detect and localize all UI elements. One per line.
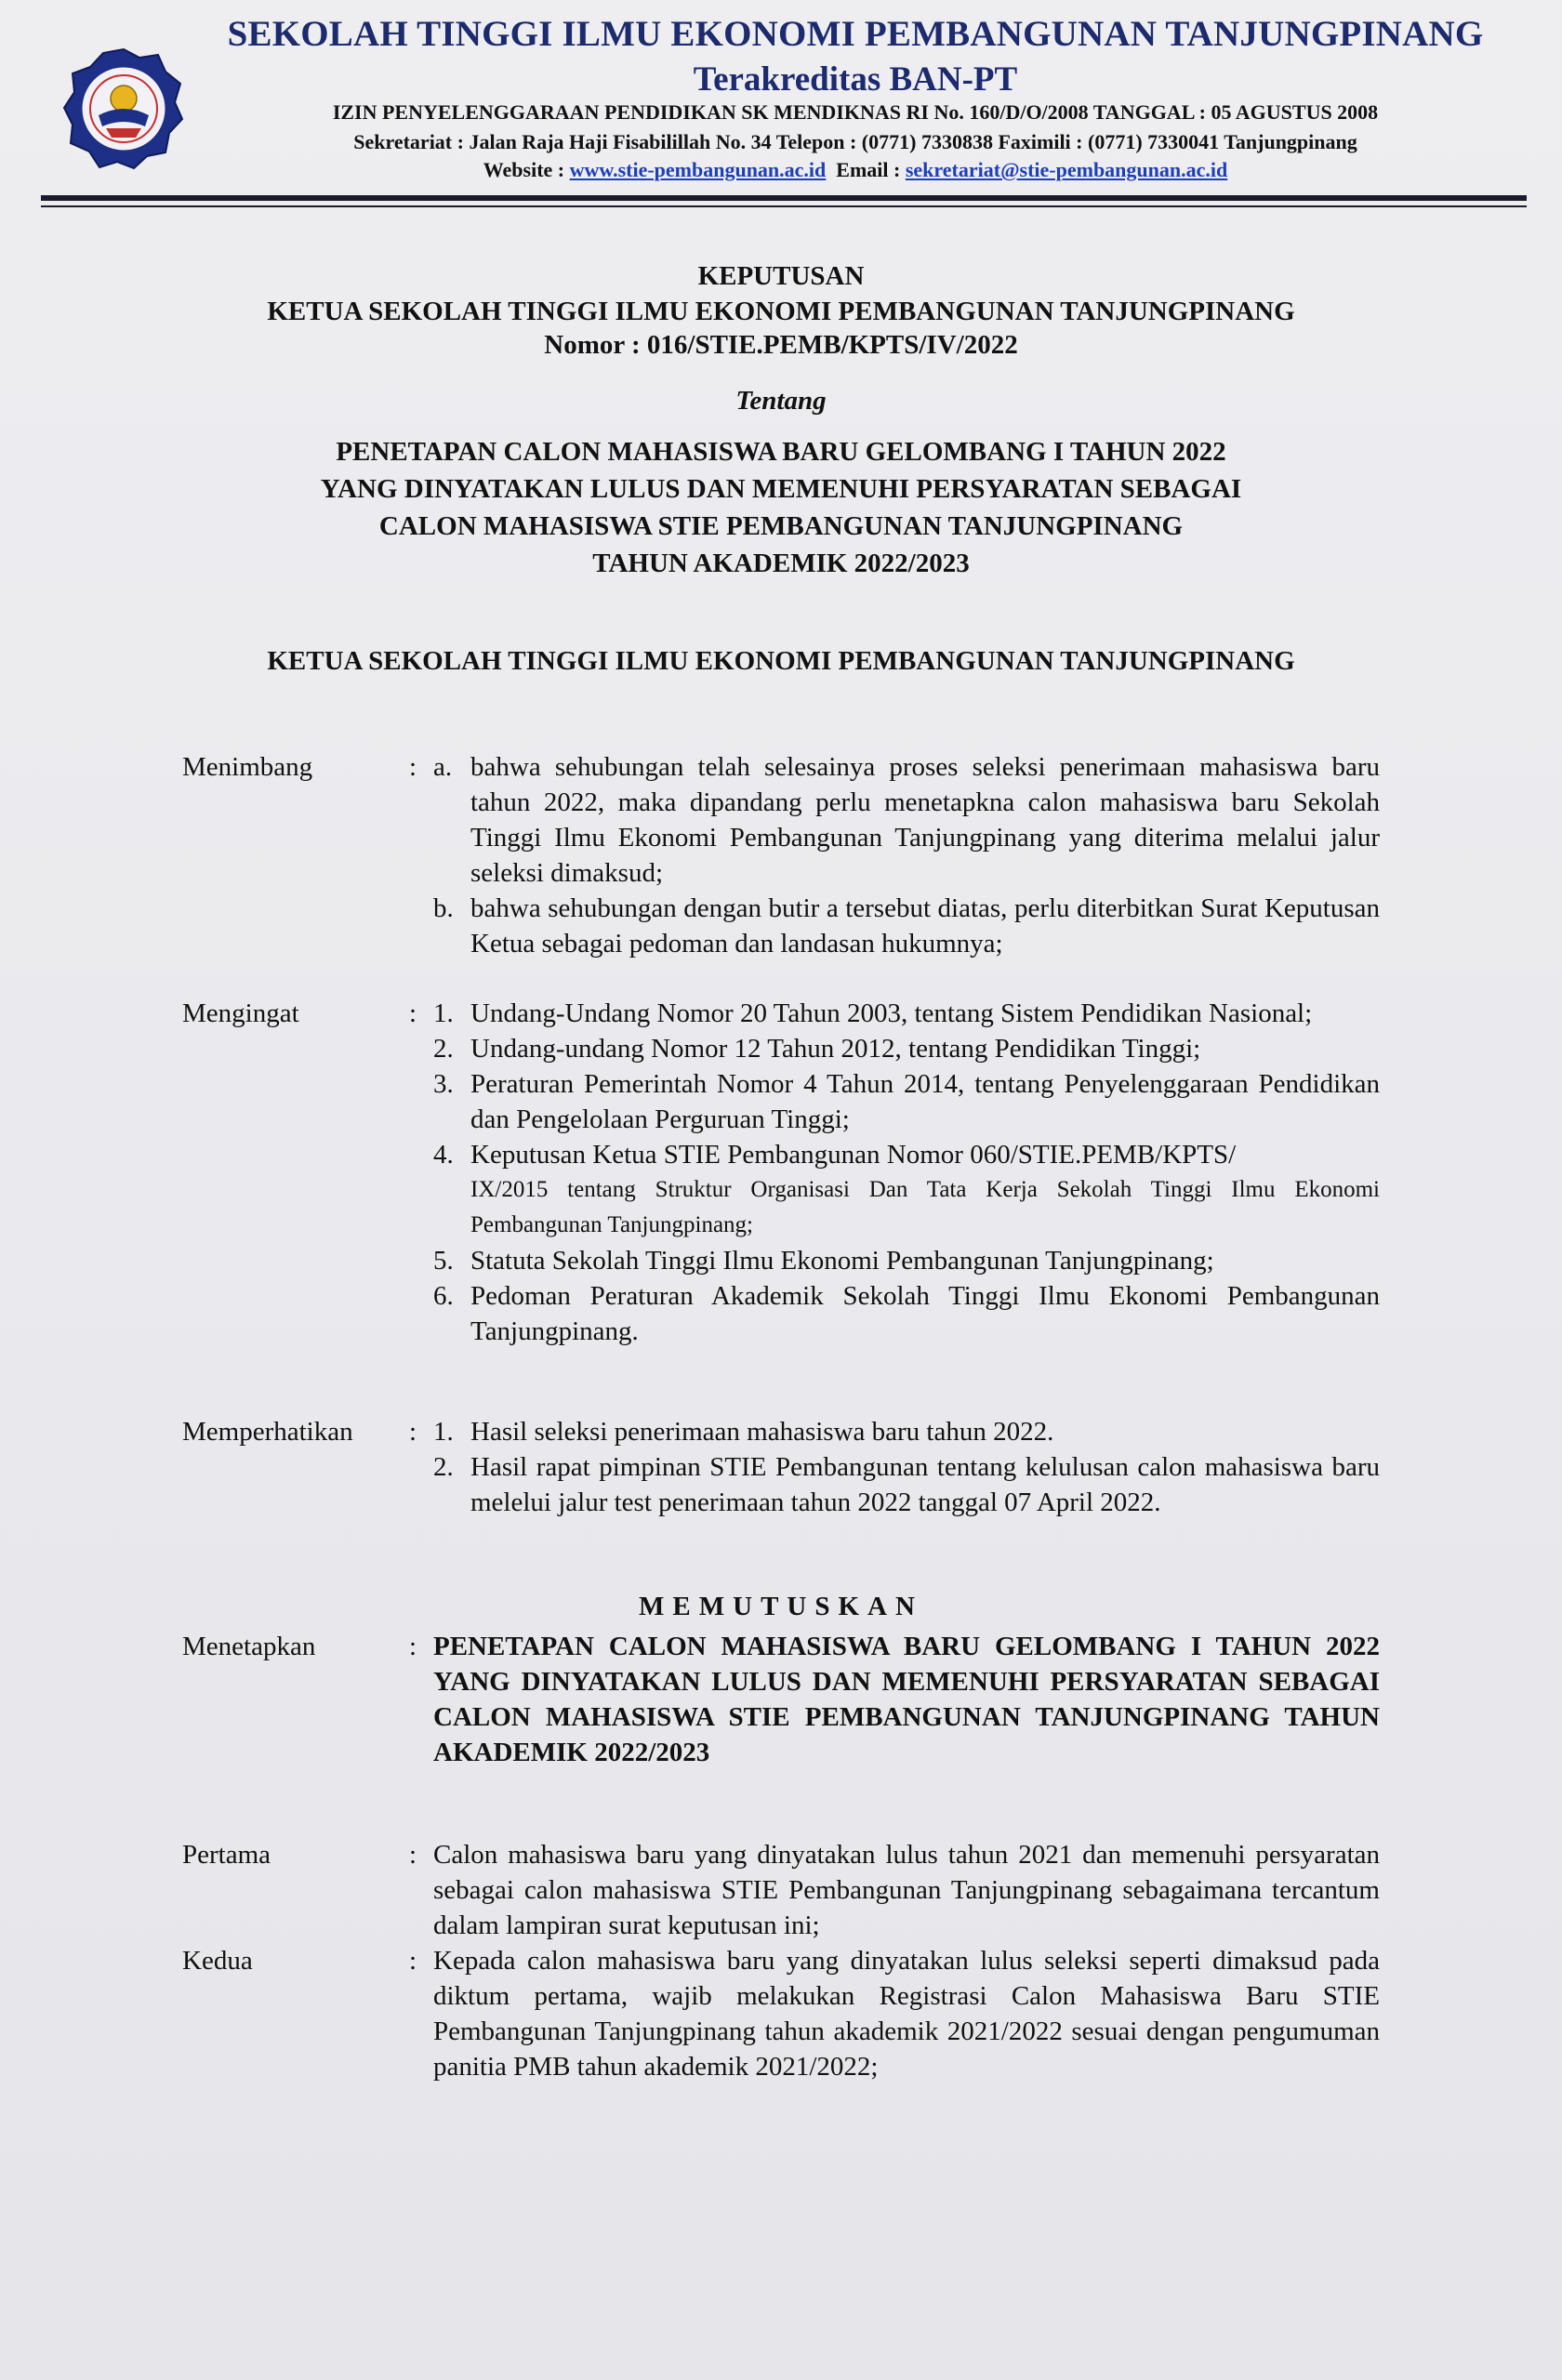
item-list xyxy=(430,1414,1380,1520)
decree-about: Tentang xyxy=(735,386,827,416)
list-item xyxy=(430,1414,1380,1449)
decree-issuer: KETUA SEKOLAH TINGGI ILMU EKONOMI PEMBANGUNAN TANJUNGPINANG xyxy=(267,297,1295,326)
permit-line: IZIN PENYELENGGARAAN PENDIDIKAN SK MENDIKNAS RI No. 160/D/O/2008 TANGGAL : 05 AGUSTUS 2008 xyxy=(332,100,1379,124)
letterhead-divider xyxy=(41,195,1527,201)
website-link[interactable]: www.stie-pembangunan.ac.id xyxy=(569,158,827,181)
section-label: Menetapkan xyxy=(182,1632,316,1661)
website-label: Website : xyxy=(483,158,565,181)
decree-number: Nomor : 016/STIE.PEMB/KPTS/IV/2022 xyxy=(544,330,1018,360)
section-label: Menimbang xyxy=(182,752,313,782)
institution-name: SEKOLAH TINGGI ILMU EKONOMI PEMBANGUNAN TANJUNGPINANG xyxy=(227,14,1484,54)
accreditation: Terakreditas BAN-PT xyxy=(693,60,1018,99)
section-label: Memperhatikan xyxy=(182,1417,353,1447)
list-item xyxy=(430,1449,1380,1520)
item-text: bahwa sehubungan telah selesainya proses seleksi penerimaan mahasiswa baru tahun 2022, maka dipandang perlu menetapkna calon mahasiswa baru Sekolah Tinggi Ilmu Ekonomi Pembangunan Tanjungpinang yang diterima melalui jalur seleksi dimaksud; xyxy=(470,752,1380,888)
item-text: Statuta Sekolah Tinggi Ilmu Ekonomi Pembangunan Tanjungpinang; xyxy=(470,1246,1214,1276)
item-marker: 5. xyxy=(433,1246,454,1276)
item-marker: 6. xyxy=(433,1281,454,1311)
list-item xyxy=(430,1278,1380,1349)
item-marker: 2. xyxy=(433,1034,454,1064)
item-marker: 1. xyxy=(433,1417,454,1447)
item-marker: 2. xyxy=(433,1452,454,1482)
item-text: Pedoman Peraturan Akademik Sekolah Tinggi Ilmu Ekonomi Pembangunan Tanjungpinang. xyxy=(470,1281,1380,1346)
decree-chair: KETUA SEKOLAH TINGGI ILMU EKONOMI PEMBANGUNAN TANJUNGPINANG xyxy=(267,646,1295,676)
memutuskan-heading: MEMUTUSKAN xyxy=(639,1592,923,1621)
email-label: Email : xyxy=(836,158,901,181)
item-list xyxy=(430,996,1380,1349)
section-label: Pertama xyxy=(182,1840,271,1870)
item-text: bahwa sehubungan dengan butir a tersebut diatas, perlu diterbitkan Surat Keputusan Ketua sebagai pedoman dan landasan hukumnya; xyxy=(470,893,1380,959)
list-item xyxy=(430,1066,1380,1137)
section-text: Calon mahasiswa baru yang dinyatakan lulus tahun 2021 dan memenuhi persyaratan sebagai calon mahasiswa STIE Pembangunan Tanjungpinang sebagaimana tercantum dalam lampiran surat keputusan ini; xyxy=(433,1840,1380,1940)
list-item xyxy=(430,1243,1380,1278)
subject-line: CALON MAHASISWA STIE PEMBANGUNAN TANJUNGPINANG xyxy=(378,511,1184,541)
item-marker: 3. xyxy=(433,1069,454,1099)
list-item xyxy=(430,891,1380,961)
list-item xyxy=(430,996,1380,1031)
subject-line: PENETAPAN CALON MAHASISWA BARU GELOMBANG I TAHUN 2022 xyxy=(336,437,1226,467)
item-text: Peraturan Pemerintah Nomor 4 Tahun 2014, tentang Penyelenggaraan Pendidikan dan Pengelolaan Perguruan Tinggi; xyxy=(470,1069,1380,1134)
subject-line: YANG DINYATAKAN LULUS DAN MEMENUHI PERSYARATAN SEBAGAI xyxy=(320,474,1242,504)
list-item xyxy=(430,749,1380,891)
decree-heading: KEPUTUSAN xyxy=(697,261,865,291)
section-label: Kedua xyxy=(182,1946,253,1976)
subject-line: TAHUN AKADEMIK 2022/2023 xyxy=(592,549,970,578)
item-text: Keputusan Ketua STIE Pembangunan Nomor 060/STIE.PEMB/KPTS/ xyxy=(470,1140,1237,1170)
secretariat-line: Sekretariat : Jalan Raja Haji Fisabilillah No. 34 Telepon : (0771) 7330838 Faximili : (0771) 7330041 Tanjungpinang xyxy=(353,130,1357,153)
item-text: Undang-undang Nomor 12 Tahun 2012, tentang Pendidikan Tinggi; xyxy=(470,1034,1201,1064)
section-text: Kepada calon mahasiswa baru yang dinyatakan lulus seleksi seperti dimaksud pada diktum pertama, wajib melakukan Registrasi Calon Mahasiswa Baru STIE Pembangunan Tanjungpinang tahun akademik 2021/2022 sesuai dengan pengumuman panitia PMB tahun akademik 2021/2022; xyxy=(433,1946,1380,2082)
item-marker: b. xyxy=(433,893,454,923)
item-marker: a. xyxy=(433,752,453,782)
institution-logo xyxy=(61,46,186,171)
list-item xyxy=(430,1137,1380,1243)
list-item xyxy=(430,1031,1380,1066)
item-marker: 1. xyxy=(433,998,454,1028)
item-text: Undang-Undang Nomor 20 Tahun 2003, tentang Sistem Pendidikan Nasional; xyxy=(470,998,1313,1028)
decree-subject xyxy=(112,433,1450,582)
item-text-small: IX/2015 tentang Struktur Organisasi Dan Tata Kerja Sekolah Tinggi Ilmu Ekonomi Pembangunan Tanjungpinang; xyxy=(470,1177,1380,1237)
item-text: Hasil rapat pimpinan STIE Pembangunan tentang kelulusan calon mahasiswa baru melelui jalur test penerimaan tahun 2022 tanggal 07 April 2022. xyxy=(470,1452,1380,1517)
item-list xyxy=(430,749,1380,961)
letterhead-divider-thin xyxy=(41,205,1527,207)
section-text: PENETAPAN CALON MAHASISWA BARU GELOMBANG I TAHUN 2022 YANG DINYATAKAN LULUS DAN MEMENUHI PERSYARATAN SEBAGAI CALON MAHASISWA STIE PEMBANGUNAN TANJUNGPINANG TAHUN AKADEMIK 2022/2023 xyxy=(433,1632,1380,1767)
item-marker: 4. xyxy=(433,1140,454,1170)
section-label: Mengingat xyxy=(182,998,299,1028)
item-text: Hasil seleksi penerimaan mahasiswa baru tahun 2022. xyxy=(470,1417,1054,1447)
contact-line xyxy=(186,158,1525,182)
email-link[interactable]: sekretariat@stie-pembangunan.ac.id xyxy=(905,158,1228,181)
document-page: SEKOLAH TINGGI ILMU EKONOMI PEMBANGUNAN TANJUNGPINANG Terakreditas BAN-PT IZIN PENYELENGGARAAN PENDIDIKAN SK MENDIKNAS RI No. 160/D/O/2008 TANGGAL : 05 AGUSTUS 2008 Sekretariat : Jalan Raja Haji Fisabilillah No. 34 Telepon : (0771) 7330838 Faximili : (0771) 7330041 Tanjungpinang Website : www.stie-pembangunan.ac.id Email : sekretariat@stie-pembangunan.ac.id KEPUTUSAN KETUA SEKOLAH TINGGI ILMU EKONOMI PEMBANGUNAN TANJUNGPINANG Nomor : 016/STIE.PEMB/KPTS/IV/2022 Tentang PENETAPAN CALON MAHASISWA BARU GELOMBANG I TAHUN 2022 YANG DINYATAKAN LULUS DAN MEMENUHI PERSYARATAN SEBAGAI CALON MAHASISWA STIE PEMBANGUNAN TANJUNGPINANG TAHUN AKADEMIK 2022/2023 KETUA SEKOLAH TINGGI ILMU EKONOMI PEMBANGUNAN TANJUNGPINANG Menimbang : a. bahwa sehubungan telah selesainya proses seleksi penerimaan mahasiswa baru tahun 2022, maka dipandang perlu menetapkna calon mahasiswa baru Sekolah Tinggi Ilmu Ekonomi Pembangunan Tanjungpinang yang diterima melalui jalur seleksi dimaksud; b. bahwa sehubungan dengan butir a tersebut diatas, perlu diterbitkan Surat Keputusan Ketua sebagai pedoman dan landasan hukumnya; Mengingat : 1. Undang-Undang Nomor 20 Tahun 2003, tentang Sistem Pendidikan Nasional; 2. Undang-undang Nomor 12 Tahun 2012, tentang Pendidikan Tinggi; 3. Peraturan Pemerintah Nomor 4 Tahun 2014, tentang Penyelenggaraan Pendidikan dan Pengelolaan Perguruan Tinggi; 4. Keputusan Ketua STIE Pembangunan Nomor 060/STIE.PEMB/KPTS/ IX/2015 tentang Struktur Organisasi Dan Tata Kerja Sekolah Tinggi Ilmu Ekonomi Pembangunan Tanjungpinang; 5. Statuta Sekolah Tinggi Ilmu Ekonomi Pembangunan Tanjungpinang; 6. Pedoman Peraturan Akademik Sekolah Tinggi Ilmu Ekonomi Pembangunan Tanjungpinang. Memperhatikan : 1. Hasil seleksi penerimaan mahasiswa baru tahun 2022. 2. Hasil rapat pimpinan STIE Pembangunan tentang kelulusan calon mahasiswa baru melelui jalur test penerimaan tahun 2022 tanggal 07 April 2022. MEMUTUSKAN Menetapkan : PENETAPAN CALON MAHASISWA BARU GELOMBANG I TAHUN 2022 YANG DINYATAKAN LULUS DAN MEMENUHI PERSYARATAN SEBAGAI CALON MAHASISWA STIE PEMBANGUNAN TANJUNGPINANG TAHUN AKADEMIK 2022/2023 Pertama : Calon mahasiswa baru yang dinyatakan lulus tahun 2021 dan memenuhi persyaratan sebagai calon mahasiswa STIE Pembangunan Tanjungpinang sebagaimana tercantum dalam lampiran surat keputusan ini; Kedua : Kepada calon mahasiswa baru yang dinyatakan lulus seleksi seperti dimaksud pada diktum pertama, wajib melakukan Registrasi Calon Mahasiswa Baru STIE Pembangunan Tanjungpinang tahun akademik 2021/2022 sesuai dengan pengumuman panitia PMB tahun akademik 2021/2022; xyxy=(0,0,1562,2380)
